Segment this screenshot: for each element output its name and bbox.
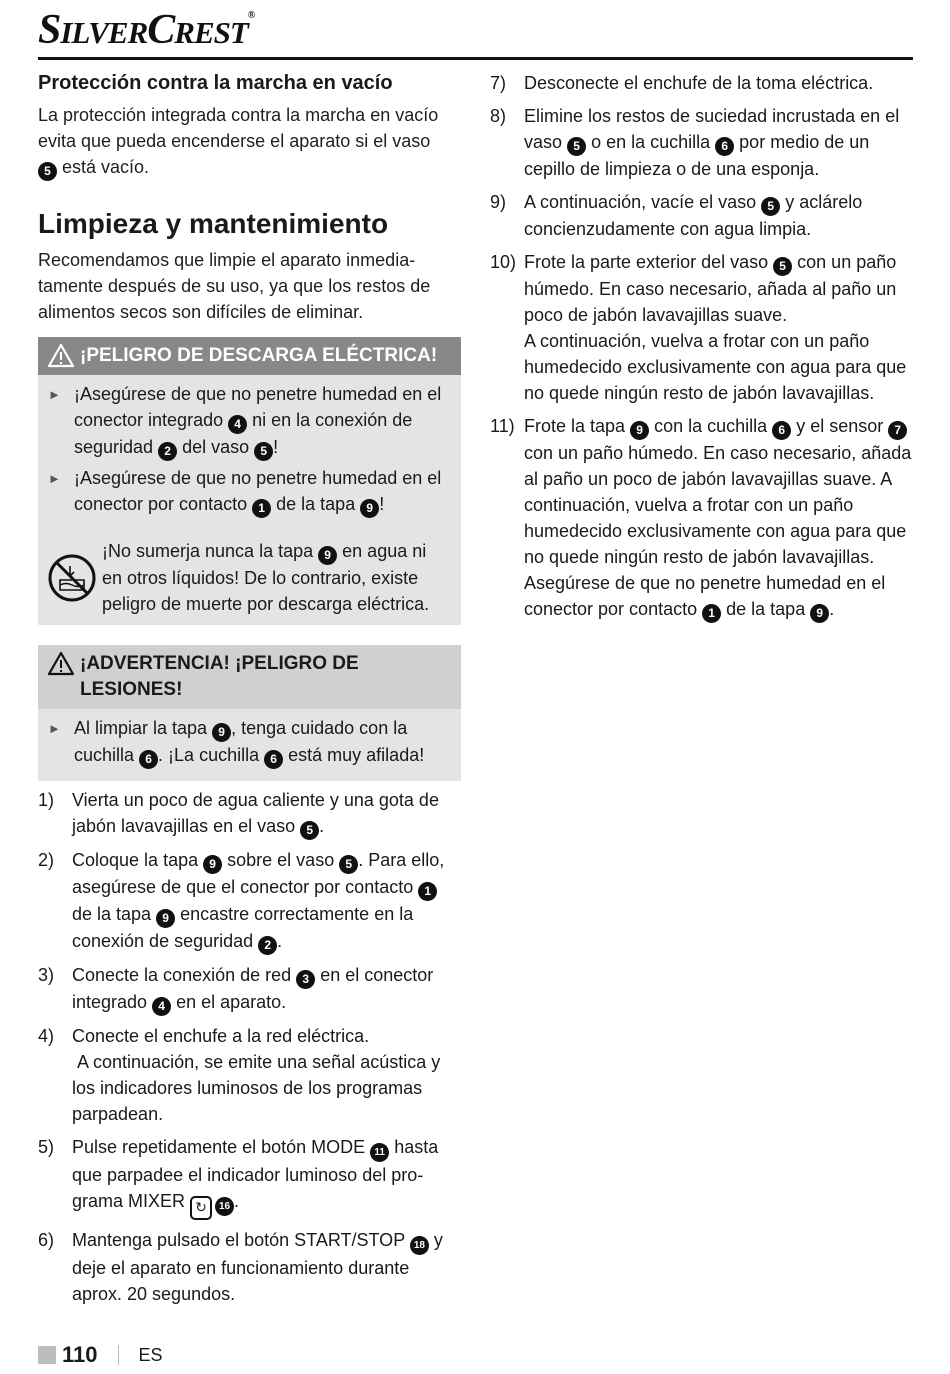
bullet-arrow-icon: ►	[48, 471, 61, 486]
ref-6: 6	[772, 421, 791, 440]
step-item: 1) Vierta un poco de agua caliente y una gota de jabón lavavajillas en el vaso 5 .	[38, 787, 461, 840]
ref-5: 5	[254, 442, 273, 461]
footer-divider	[118, 1345, 119, 1365]
section-title-cleaning: Limpieza y mantenimiento	[38, 208, 389, 239]
brand-logo: SILVERCREST®	[38, 7, 255, 53]
step-item: 3) Conecte la conexión de red 3 en el conector integrado 4 en el aparato.	[38, 962, 461, 1016]
bullet-arrow-icon: ►	[48, 721, 61, 736]
ref-9: 9	[212, 723, 231, 742]
ref-5: 5	[339, 855, 358, 874]
ref-5: 5	[567, 137, 586, 156]
ref-6: 6	[715, 137, 734, 156]
mixer-program-icon: ↻	[190, 1196, 212, 1220]
section-text-cleaning: Recomendamos que limpie el aparato inmedia-tamente después de su uso, ya que los restos de alimentos secos son difíciles de eliminar.	[38, 250, 431, 322]
ref-18: 18	[410, 1236, 429, 1255]
warning-box-header	[38, 645, 461, 709]
ref-9: 9	[203, 855, 222, 874]
warning-box	[38, 645, 461, 781]
ref-3: 3	[296, 970, 315, 989]
ref-5: 5	[773, 257, 792, 276]
danger-bullet: ► ¡Asegúrese de que no penetre humedad en el conector integrado 4 ni en la conexión de seguridad 2 del vaso 5 !	[48, 381, 449, 461]
ref-1: 1	[702, 604, 721, 623]
steps-list-right	[490, 70, 913, 623]
header-rule	[38, 57, 913, 60]
ref-4: 4	[228, 415, 247, 434]
ref-1: 1	[418, 882, 437, 901]
ref-1: 1	[252, 499, 271, 518]
ref-9: 9	[360, 499, 379, 518]
ref-2: 2	[158, 442, 177, 461]
danger-box	[38, 337, 461, 625]
ref-9: 9	[156, 909, 175, 928]
right-column	[490, 68, 913, 630]
section-title-dry-run: Protección contra la marcha en vacío	[38, 72, 393, 94]
warning-title: ¡ADVERTENCIA! ¡PELIGRO DE LESIONES!	[80, 653, 359, 700]
ref-7: 7	[888, 421, 907, 440]
steps-list-left	[38, 787, 461, 1307]
danger-bullet: ► ¡Asegúrese de que no penetre humedad en el conector por contacto 1 de la tapa 9 !	[48, 465, 449, 518]
page-number: 110	[62, 1342, 98, 1367]
step-item: 9) A continuación, vacíe el vaso 5 y aclárelo concienzudamente con agua limpia.	[490, 192, 863, 239]
ref-5: 5	[761, 197, 780, 216]
ref-6: 6	[139, 750, 158, 769]
page-footer	[38, 1342, 163, 1368]
ref-9: 9	[810, 604, 829, 623]
ref-5: 5	[38, 162, 57, 181]
section-text-dry-run: La protección integrada contra la marcha en vacío evita que pueda encenderse el aparato si el vaso 5 está vacío.	[38, 102, 461, 181]
danger-title: ¡PELIGRO DE DESCARGA ELÉCTRICA!	[80, 345, 438, 366]
language-code: ES	[138, 1344, 163, 1365]
step-item: 5) Pulse repetidamente el botón MODE 11 hasta que parpadee el indicador luminoso del pro-grama MIXER ↻ 16 .	[38, 1134, 461, 1220]
left-column	[38, 66, 461, 1314]
step-item: 10) Frote la parte exterior del vaso 5 con un paño húmedo. En caso necesario, añada al paño un poco de jabón lavavajillas suave. A continuación, vuelva a frotar con un paño humedecido exclusivamente con agua para que no quede ningún resto de jabón lavavajillas.	[490, 252, 907, 403]
ref-4: 4	[152, 997, 171, 1016]
step-item: 8) Elimine los restos de suciedad incrustada en el vaso 5 o en la cuchilla 6 por medio de un cepillo de limpieza o de una esponja.	[490, 106, 900, 179]
no-submerge-icon	[46, 552, 98, 604]
ref-9: 9	[630, 421, 649, 440]
ref-5: 5	[300, 821, 319, 840]
ref-16: 16	[215, 1197, 234, 1216]
warning-bullet: ► Al limpiar la tapa 9 , tenga cuidado con la cuchilla 6 . ¡La cuchilla 6 está muy afilada!	[48, 715, 449, 769]
step-item: 6) Mantenga pulsado el botón START/STOP 18 y deje el aparato en funcionamiento durante aprox. 20 segundos.	[38, 1230, 443, 1304]
step-item: 2) Coloque la tapa 9 sobre el vaso 5 . Para ello, asegúrese de que el conector por contacto 1 de la tapa 9 encastre correctamente en la conexión de seguridad 2 .	[38, 847, 461, 955]
bullet-arrow-icon: ►	[48, 387, 61, 402]
warning-triangle-icon	[48, 343, 74, 369]
step-item: 7) Desconecte el enchufe de la toma eléctrica.	[490, 73, 874, 93]
footer-square-icon	[38, 1346, 56, 1364]
warning-triangle-icon	[48, 651, 74, 677]
step-item: 4) Conecte el enchufe a la red eléctrica. A continuación, se emite una señal acústica y los indicadores luminosos de los programas parpadean.	[38, 1026, 441, 1124]
ref-9: 9	[318, 546, 337, 565]
ref-6: 6	[264, 750, 283, 769]
ref-2: 2	[258, 936, 277, 955]
step-item: 11) Frote la tapa 9 con la cuchilla 6 y el sensor 7 con un paño húmedo. En caso necesario, añada al paño un poco de jabón lavavajillas suave. A continuación, vuelva a frotar con un paño humedecido exclusivamente con agua para que no quede ningún resto de jabón lavavajillas. Asegúrese de que no penetre humedad en el conector por contacto 1 de la tapa 9 .	[490, 413, 913, 623]
ref-11: 11	[370, 1143, 389, 1162]
no-submerge-notice: ¡No sumerja nunca la tapa 9 en agua ni en otros líquidos! De lo contrario, existe peligro de muerte por descarga eléctrica.	[38, 530, 461, 625]
danger-box-header	[38, 337, 461, 375]
